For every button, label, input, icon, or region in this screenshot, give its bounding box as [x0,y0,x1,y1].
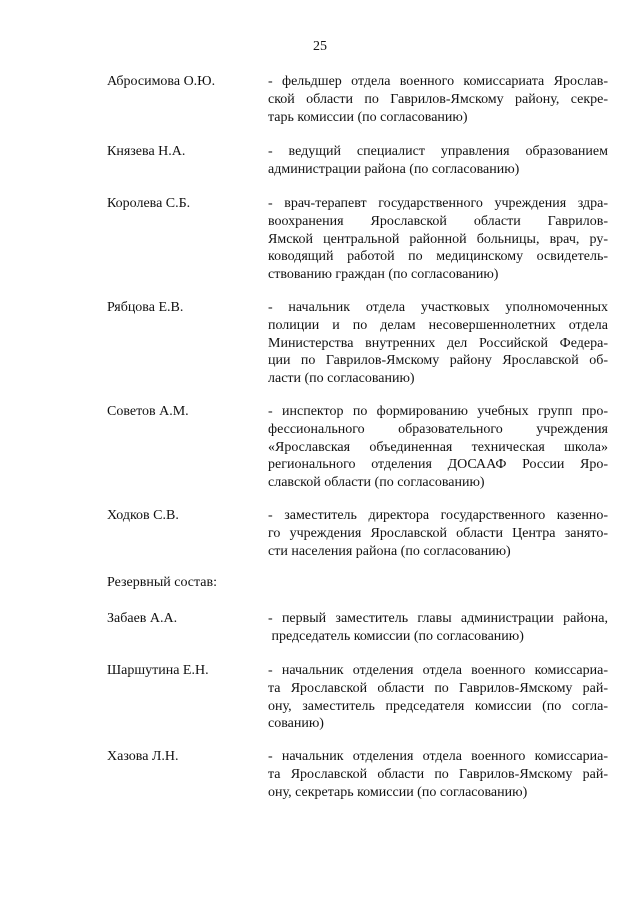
description-line: Ямской центральной районной больницы, врач, ру- [268,231,608,247]
description-line: администрации района (по согласованию) [268,161,520,177]
description-line: ководящий работой по медицинскому освидетель- [268,249,608,265]
member-description [268,73,608,126]
member-name: Рябцова Е.В. [107,300,184,315]
description-line: сти населения района (по согласованию) [268,543,511,559]
description-line: - заместитель директора государственного казенно- [268,508,608,523]
member-name: Хазова Л.Н. [107,749,179,764]
member-name: Князева Н.А. [107,144,186,159]
description-line: - начальник отдела участковых уполномоченных [268,300,608,315]
description-line: регионального отделения ДОСААФ России Яро- [268,457,608,473]
member-description [268,299,608,388]
description-line: - ведущий специалист управления образованием [268,144,608,159]
description-line: ствованию граждан (по согласованию) [268,267,499,283]
description-line: ской области по Гаврилов-Ямскому району, секре- [268,91,608,107]
description-line: ции по Гаврилов-Ямскому району Ярославской об- [268,353,608,369]
description-line: тарь комиссии (по согласованию) [268,109,468,125]
description-line: - инспектор по формированию учебных групп про- [268,404,608,419]
member-description [268,662,608,733]
member-name: Абросимова О.Ю. [107,74,216,89]
description-line: - начальник отделения отдела военного комиссариа- [268,663,608,678]
description-line: - первый заместитель главы администрации района, [268,611,608,626]
member-description [268,507,608,560]
description-line: воохранения Ярославской области Гаврилов- [268,213,608,229]
description-line: - врач-терапевт государственного учреждения здра- [268,196,608,211]
reserve-heading: Резервный состав: [107,575,218,590]
member-name: Ходков С.В. [107,508,179,523]
description-line: председатель комиссии (по согласованию) [268,628,524,644]
member-description [268,143,608,179]
description-line: ону, секретарь комиссии (по согласованию) [268,784,528,800]
description-line: славской области (по согласованию) [268,475,485,491]
member-name: Советов А.М. [107,404,189,419]
member-name: Королева С.Б. [107,196,191,211]
description-line: «Ярославская объединенная техническая школа» [268,439,608,455]
page-number: 25 [313,39,327,54]
member-description [268,610,608,646]
description-line: полиции и по делам несовершеннолетних отдела [268,317,608,333]
member-description [268,195,608,284]
description-line: го учреждения Ярославской области Центра занято- [268,525,608,541]
description-line: - фельдшер отдела военного комиссариата Ярослав- [268,74,608,89]
description-line: ласти (по согласованию) [268,371,415,387]
description-line: та Ярославской области по Гаврилов-Ямскому рай- [268,680,608,696]
member-description [268,403,608,492]
description-line: фессионального образовательного учреждения [268,421,608,437]
description-line: ону, заместитель председателя комиссии (по согла- [268,698,608,714]
member-name: Шаршутина Е.Н. [107,663,209,678]
description-line: Министерства внутренних дел Российской Федера- [268,335,608,351]
description-line: - начальник отделения отдела военного комиссариа- [268,749,608,764]
description-line: сованию) [268,716,324,732]
description-line: та Ярославской области по Гаврилов-Ямскому рай- [268,766,608,782]
member-description [268,748,608,801]
member-name: Забаев А.А. [107,611,178,626]
